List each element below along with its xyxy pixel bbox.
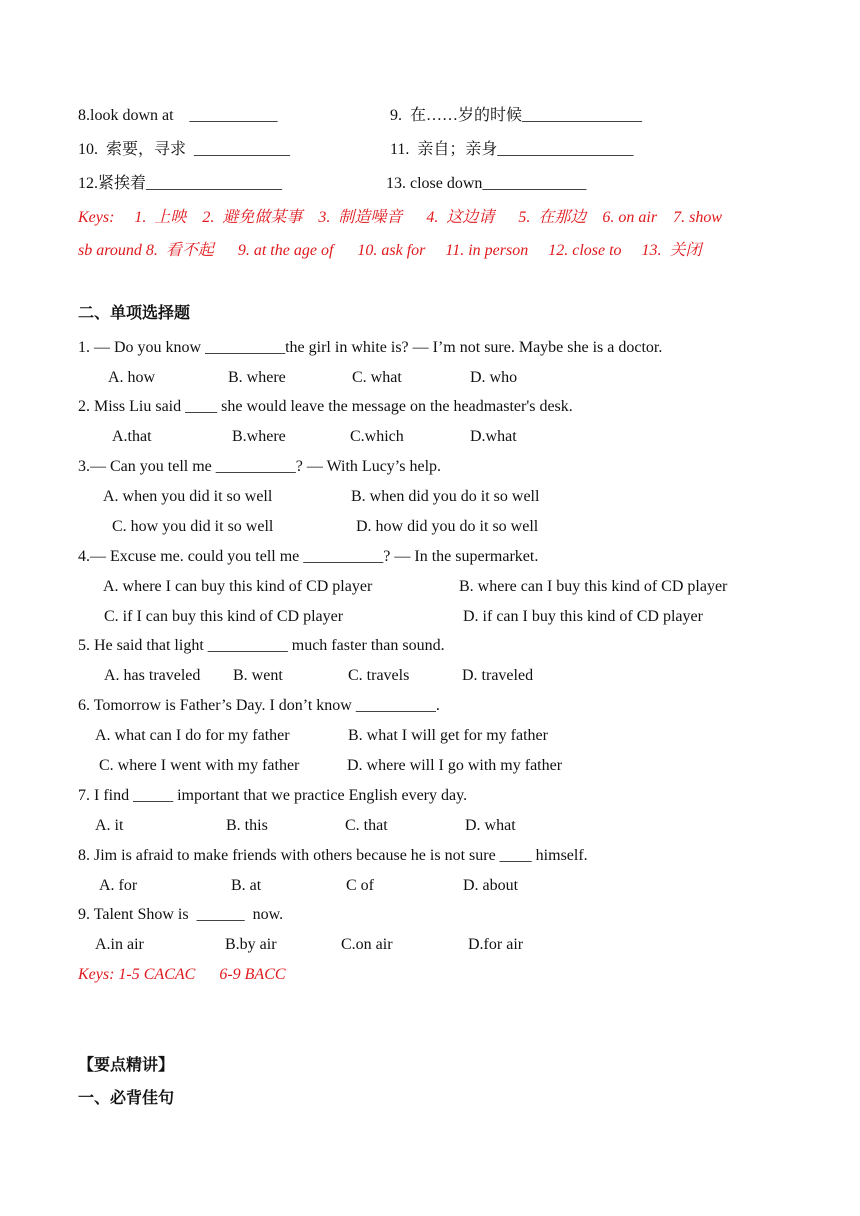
question-9-option-b: B.by air xyxy=(225,936,277,953)
question-3-option-a: A. when you did it so well xyxy=(103,488,273,505)
section-heading-key-points: 【要点精讲】 xyxy=(78,1057,175,1074)
question-8-option-c: C of xyxy=(346,877,374,894)
question-6-option-c: C. where I went with my father xyxy=(99,757,300,774)
question-1-option-b: B. where xyxy=(228,369,286,386)
vocab-item-13: 13. close down_____________ xyxy=(386,175,587,192)
question-4-stem: 4.— Excuse me. could you tell me __________? — In the supermarket. xyxy=(78,548,539,565)
question-2-option-b: B.where xyxy=(232,428,286,445)
question-9-option-c: C.on air xyxy=(341,936,393,953)
question-8-option-b: B. at xyxy=(231,877,262,894)
question-4-option-a: A. where I can buy this kind of CD player xyxy=(103,578,373,595)
vocab-item-8: 8.look down at ___________ xyxy=(78,107,278,124)
question-1-option-a: A. how xyxy=(108,369,156,386)
question-6-option-a: A. what can I do for my father xyxy=(95,727,290,744)
question-9-option-a: A.in air xyxy=(95,936,144,953)
question-1-stem: 1. — Do you know __________the girl in white is? — I’m not sure. Maybe she is a doctor. xyxy=(78,339,663,356)
mc-answer-keys: Keys: 1-5 CACAC 6-9 BACC xyxy=(78,966,286,983)
question-8-option-a: A. for xyxy=(99,877,138,894)
question-7-option-c: C. that xyxy=(345,817,388,834)
question-3-option-b: B. when did you do it so well xyxy=(351,488,540,505)
question-5-stem: 5. He said that light __________ much faster than sound. xyxy=(78,637,445,654)
question-1-option-d: D. who xyxy=(470,369,518,386)
vocab-item-9: 9. 在……岁的时候_______________ xyxy=(390,107,643,124)
question-8-option-d: D. about xyxy=(463,877,519,894)
question-5-option-b: B. went xyxy=(233,667,283,684)
question-3-stem: 3.— Can you tell me __________? — With Lucy’s help. xyxy=(78,458,442,475)
question-6-option-d: D. where will I go with my father xyxy=(347,757,563,774)
vocab-keys-line-1: Keys: 1. 上映 2. 避免做某事 3. 制造噪音 4. 这边请 5. 在那边 6. on air 7. show xyxy=(78,209,723,226)
vocab-item-11: 11. 亲自；亲身_________________ xyxy=(390,141,634,158)
question-9-option-d: D.for air xyxy=(468,936,524,953)
question-7-option-a: A. it xyxy=(95,817,124,834)
question-3-option-d: D. how did you do it so well xyxy=(356,518,539,535)
vocab-item-10: 10. 索要，寻求 ____________ xyxy=(78,141,291,158)
question-7-option-b: B. this xyxy=(226,817,268,834)
question-2-stem: 2. Miss Liu said ____ she would leave the message on the headmaster's desk. xyxy=(78,398,573,415)
question-3-option-c: C. how you did it so well xyxy=(112,518,274,535)
question-5-option-c: C. travels xyxy=(348,667,410,684)
vocab-keys-line-2: sb around 8. 看不起 9. at the age of 10. ask for 11. in person 12. close to 13. 关闭 xyxy=(78,242,702,259)
question-7-stem: 7. I find _____ important that we practice English every day. xyxy=(78,787,468,804)
question-4-option-c: C. if I can buy this kind of CD player xyxy=(104,608,344,625)
question-2-option-d: D.what xyxy=(470,428,517,445)
question-2-option-c: C.which xyxy=(350,428,404,445)
vocab-item-12: 12.紧挨着_________________ xyxy=(78,175,283,192)
question-8-stem: 8. Jim is afraid to make friends with others because he is not sure ____ himself. xyxy=(78,847,588,864)
subheading-must-recite-sentences: 一、必背佳句 xyxy=(78,1090,175,1107)
question-1-option-c: C. what xyxy=(352,369,402,386)
question-9-stem: 9. Talent Show is ______ now. xyxy=(78,906,284,923)
question-4-option-d: D. if can I buy this kind of CD player xyxy=(463,608,703,625)
question-4-option-b: B. where can I buy this kind of CD player xyxy=(459,578,728,595)
question-5-option-a: A. has traveled xyxy=(104,667,201,684)
section-heading-multiple-choice: 二、单项选择题 xyxy=(78,305,191,322)
question-5-option-d: D. traveled xyxy=(462,667,534,684)
question-7-option-d: D. what xyxy=(465,817,516,834)
question-6-stem: 6. Tomorrow is Father’s Day. I don’t know __________. xyxy=(78,697,440,714)
question-2-option-a: A.that xyxy=(112,428,152,445)
question-6-option-b: B. what I will get for my father xyxy=(348,727,548,744)
